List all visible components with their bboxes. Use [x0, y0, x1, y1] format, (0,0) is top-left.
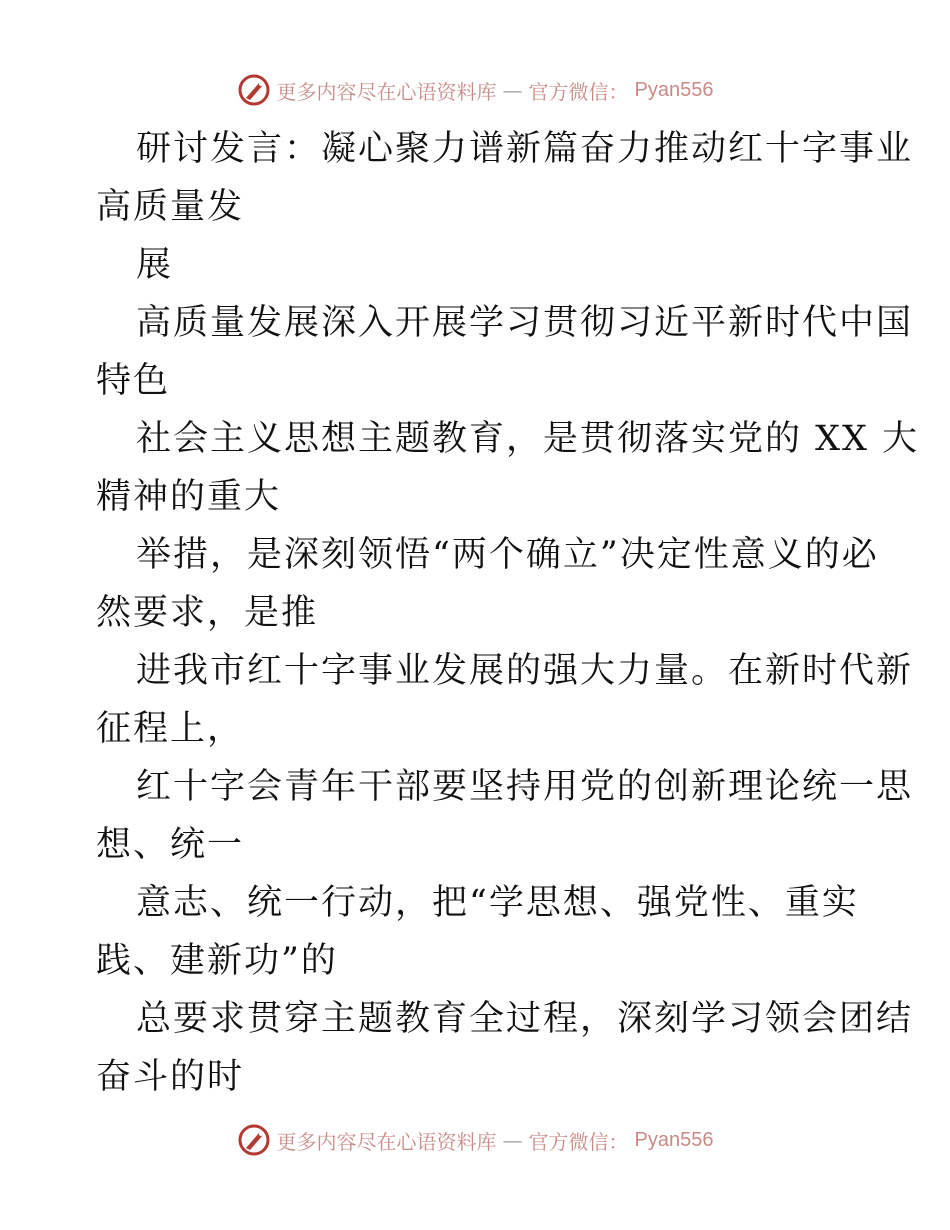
paragraph-line: 征程上， — [96, 709, 245, 749]
watermark-wechat-label: 官方微信： — [528, 1129, 629, 1154]
watermark-text: 更多内容尽在心语资料库 — [276, 79, 497, 104]
title-line-3: 展 — [136, 245, 174, 285]
paragraph-line: 意志、统一行动，把“学思想、强党性、重实 — [136, 883, 859, 923]
title-line-1: 研讨发言：凝心聚力谱新篇奋力推动红十字事业 — [136, 129, 914, 169]
document-body — [96, 120, 920, 1106]
paragraph-line: 社会主义思想主题教育，是贯彻落实党的 XX 大 — [136, 419, 920, 459]
paragraph-line: 然要求，是推 — [96, 593, 319, 633]
paragraph-line: 总要求贯穿主题教育全过程，深刻学习领会团结 — [136, 999, 914, 1039]
paragraph-line: 精神的重大 — [96, 477, 282, 517]
watermark-wechat-handle: Pyan556 — [634, 78, 714, 101]
header-watermark — [0, 70, 950, 110]
footer-watermark — [0, 1120, 950, 1160]
paragraph-line: 红十字会青年干部要坚持用党的创新理论统一思 — [136, 767, 914, 807]
watermark-wechat-handle: Pyan556 — [634, 1128, 714, 1151]
paragraph-line: 特色 — [96, 361, 171, 401]
watermark-text: 更多内容尽在心语资料库 — [276, 1129, 497, 1154]
paragraph-line: 践、建新功”的 — [96, 941, 338, 981]
watermark-separator: — — [502, 1128, 523, 1152]
paragraph-line: 举措，是深刻领悟“两个确立”决定性意义的必 — [136, 535, 879, 575]
watermark-wechat-label: 官方微信： — [528, 79, 629, 104]
title-line-2: 高质量发 — [96, 187, 245, 227]
paragraph-line: 奋斗的时 — [96, 1057, 245, 1097]
pen-logo-icon — [237, 73, 271, 107]
watermark-separator: — — [502, 78, 523, 102]
paragraph-line: 高质量发展深入开展学习贯彻习近平新时代中国 — [136, 303, 914, 343]
paragraph-line: 进我市红十字事业发展的强大力量。在新时代新 — [136, 651, 914, 691]
pen-logo-icon — [237, 1123, 271, 1157]
paragraph-line: 想、统一 — [96, 825, 245, 865]
